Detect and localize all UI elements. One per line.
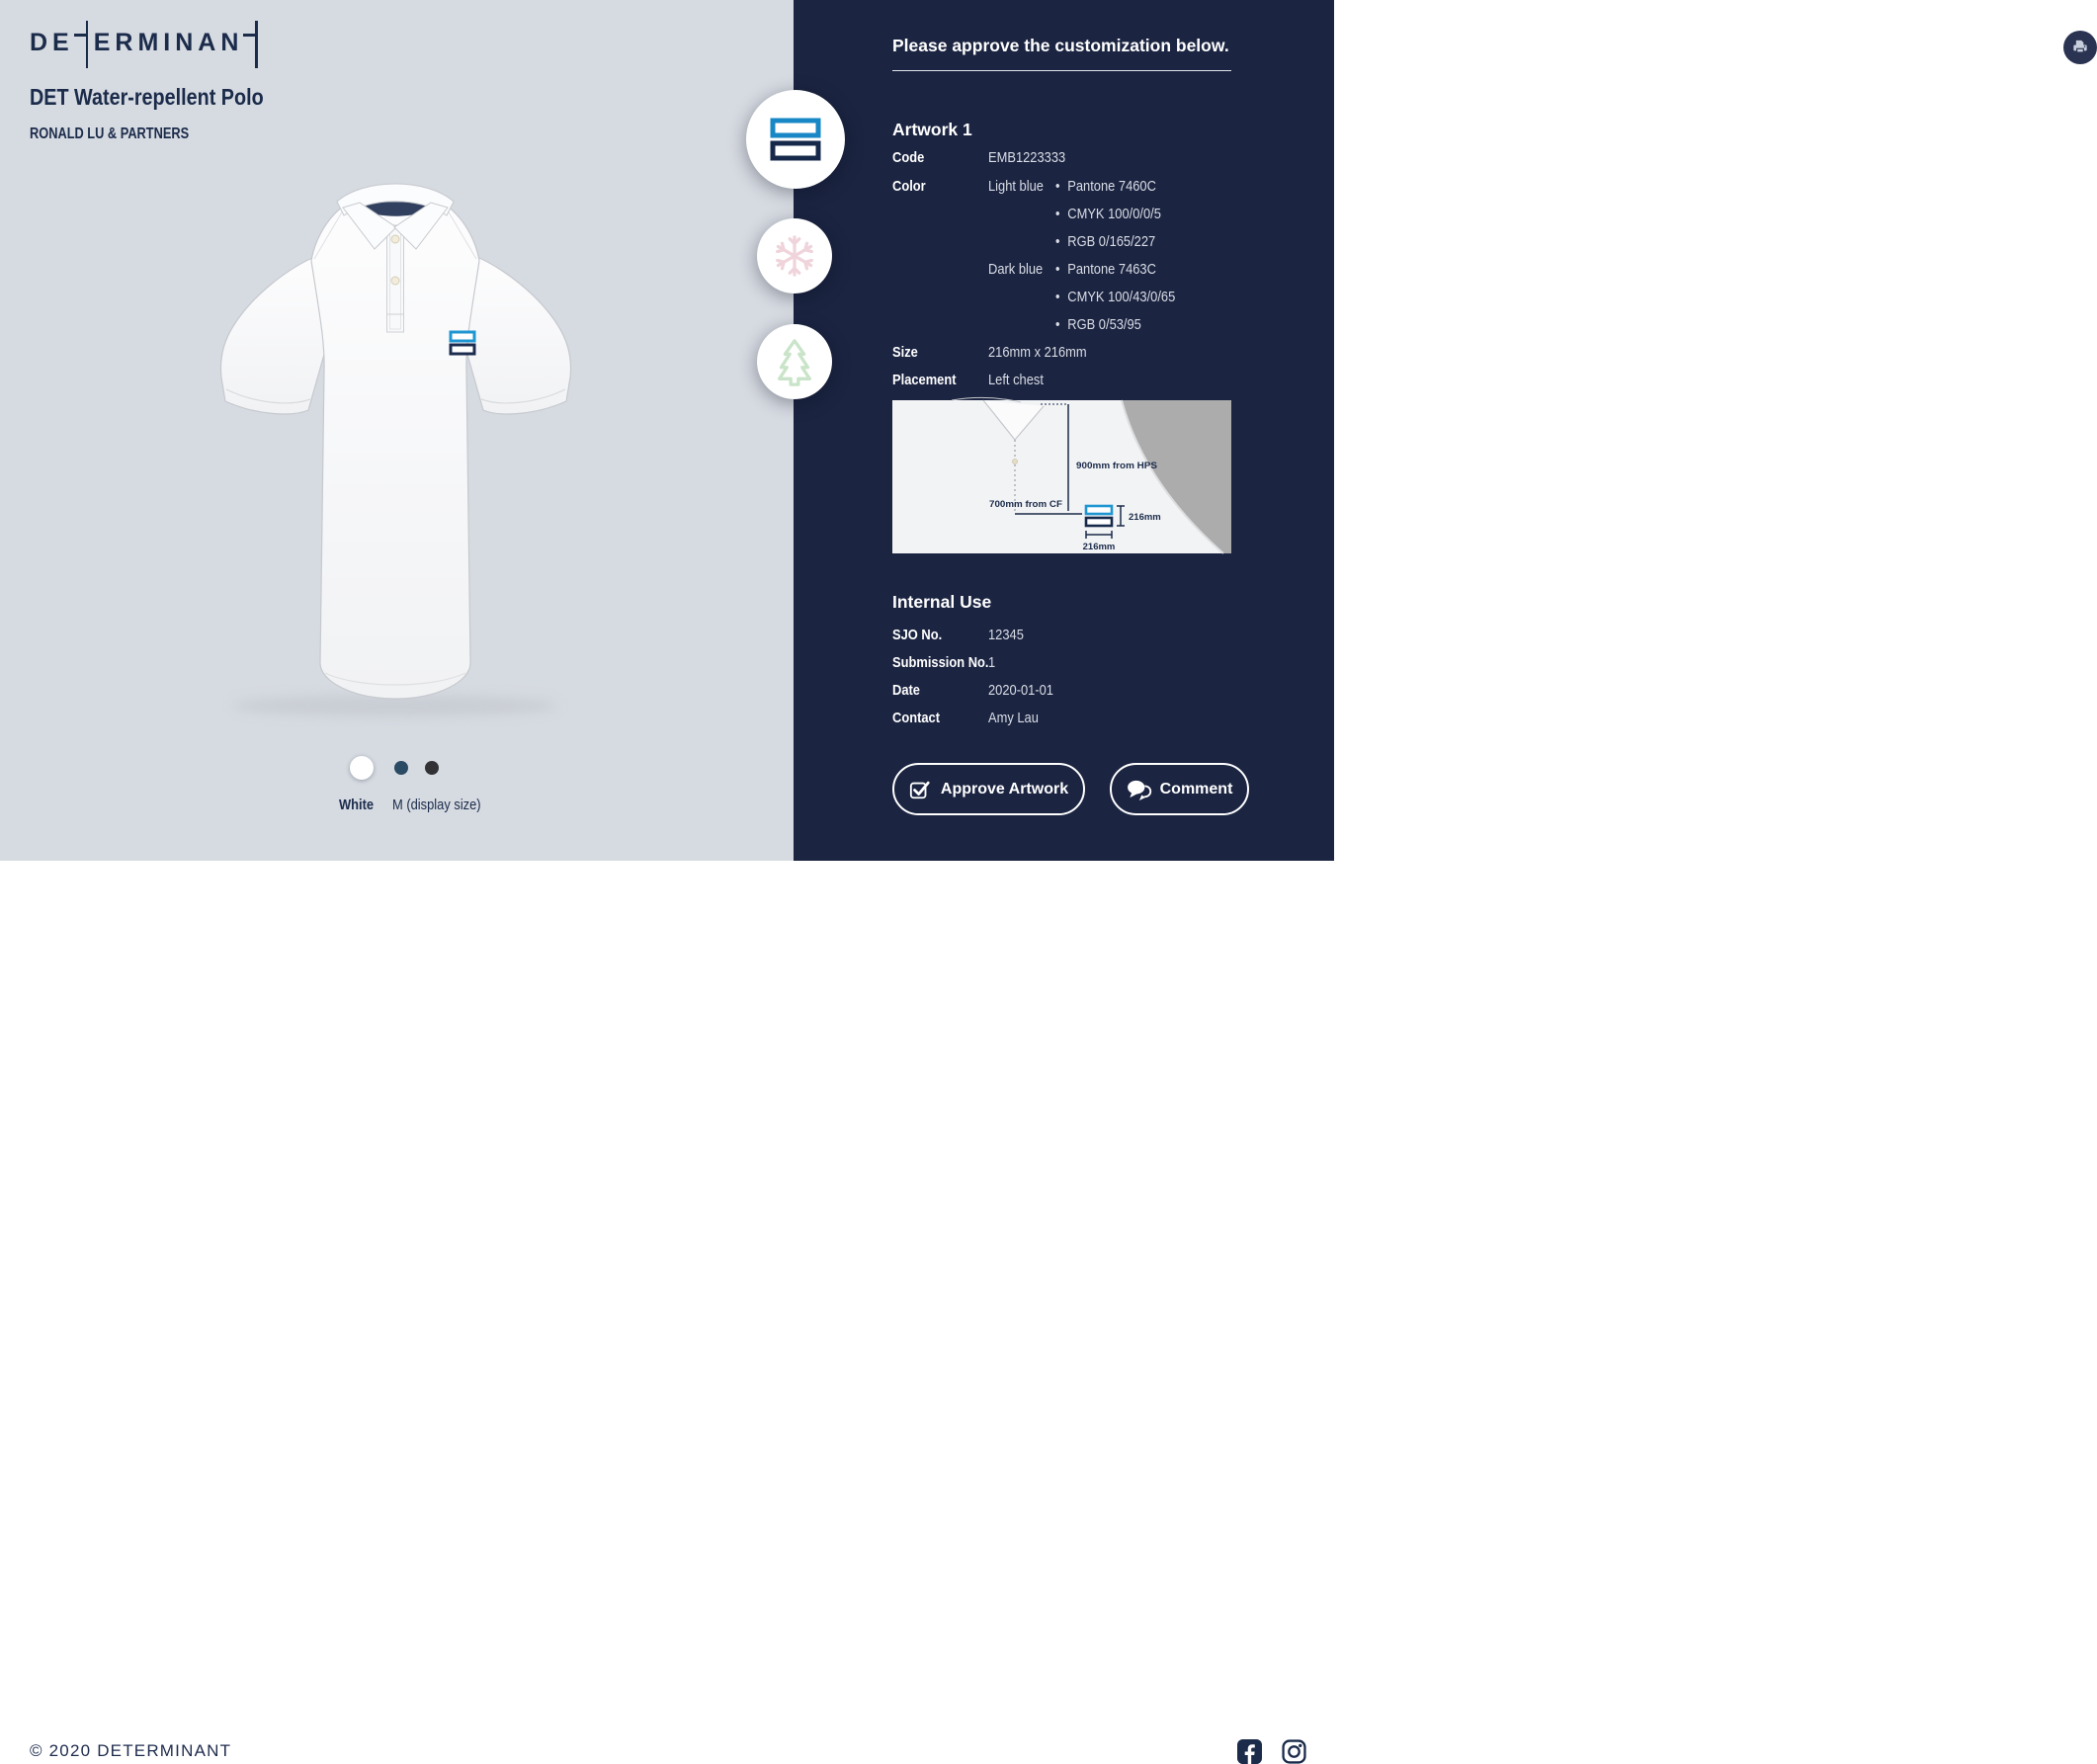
check-icon xyxy=(909,779,931,800)
approve-heading: Please approve the customization below. xyxy=(892,36,1229,55)
spec-row: • RGB 0/53/95 xyxy=(892,315,1248,335)
comment-button[interactable]: Comment xyxy=(1110,763,1249,815)
stylized-t-icon xyxy=(243,34,258,52)
copyright-text: © 2020 DETERMINANT xyxy=(30,1741,232,1760)
diagram-hps-label: 900mm from HPS xyxy=(1076,461,1157,471)
stylized-t-icon xyxy=(74,34,89,52)
approve-artwork-button[interactable]: Approve Artwork xyxy=(892,763,1085,815)
spec-row: • RGB 0/165/227 xyxy=(892,232,1248,252)
color-swatch-black[interactable] xyxy=(425,761,439,775)
header-divider xyxy=(892,70,1231,71)
spec-row-color-light: Color Light blue • Pantone 7460C xyxy=(892,177,1248,197)
spec-row-code: Code EMB1223333 xyxy=(892,149,1066,166)
internal-row-sjo: SJO No. 12345 xyxy=(892,627,1024,643)
comment-icon xyxy=(1127,780,1150,799)
footer xyxy=(0,861,1334,1760)
instagram-icon[interactable] xyxy=(1282,1739,1306,1764)
brand-logo-seg2: ERMINAN xyxy=(93,28,244,56)
brand-logo-seg1: DE xyxy=(30,28,74,56)
snowflake-icon xyxy=(772,233,817,279)
internal-row-submission: Submission No. 1 xyxy=(892,654,996,671)
internal-row-date: Date 2020-01-01 xyxy=(892,682,1053,699)
selector-snowflake[interactable] xyxy=(757,218,832,294)
diagram-height-label: 216mm xyxy=(1129,512,1161,523)
artwork-title: Artwork 1 xyxy=(892,120,972,139)
client-name: RONALD LU & PARTNERS xyxy=(30,126,190,142)
diagram-width-label: 216mm xyxy=(1082,542,1116,552)
spec-row: • CMYK 100/0/0/5 xyxy=(892,205,1248,224)
facebook-icon[interactable] xyxy=(1237,1739,1262,1764)
placement-diagram xyxy=(892,400,1231,553)
selector-tree[interactable] xyxy=(757,324,832,399)
product-panel xyxy=(0,0,794,861)
spec-row-size: Size 216mm x 216mm xyxy=(892,344,1087,361)
color-swatch-navy[interactable] xyxy=(394,761,408,775)
polo-shirt-image xyxy=(181,164,611,724)
selector-logo-artwork[interactable] xyxy=(746,90,845,189)
printer-icon xyxy=(2070,38,2090,57)
tree-icon xyxy=(770,336,819,387)
color-swatch-white[interactable] xyxy=(350,756,374,780)
internal-row-contact: Contact Amy Lau xyxy=(892,710,1039,726)
spec-row: • CMYK 100/43/0/65 xyxy=(892,288,1248,307)
swatch-caption xyxy=(339,797,495,813)
diagram-cf-label: 700mm from CF xyxy=(989,499,1063,510)
customization-panel xyxy=(794,0,1334,861)
logo-mark-icon xyxy=(769,117,822,162)
print-button[interactable] xyxy=(2063,31,2097,64)
product-title: DET Water-repellent Polo xyxy=(30,84,264,110)
selected-color-name: White xyxy=(339,797,375,813)
spec-row-color-dark: Dark blue • Pantone 7463C xyxy=(892,260,1248,280)
internal-use-title: Internal Use xyxy=(892,592,992,612)
spec-row-placement: Placement Left chest xyxy=(892,372,1044,388)
display-size-label: M (display size) xyxy=(391,797,481,813)
brand-logo xyxy=(30,20,263,65)
